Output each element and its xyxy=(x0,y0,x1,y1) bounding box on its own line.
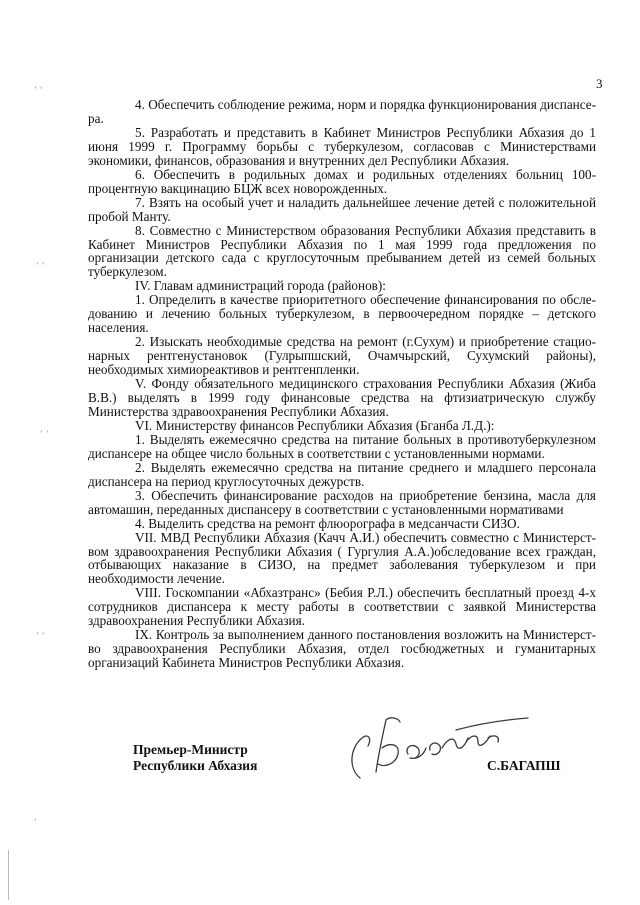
section-ix: IX. Контроль за выполнением данного постановления возложить на Министерст-во здравоохранения Республики Абхазия, отдел госбюджетных и гуманитарных организаций Кабинета Министров Республики Абхазия. xyxy=(88,627,596,671)
scan-mark-2: ʼ ʼ xyxy=(36,262,45,272)
document-body xyxy=(88,98,596,670)
page-number: 3 xyxy=(596,76,603,91)
paragraph-6-vaccination: 6. Обеспечить в родильных домах и родильных отделениях больниц 100-процентную вакцинацию БЦЖ всех новорожденных. xyxy=(88,166,596,196)
section-vii: VII. МВД Республики Абхазия (Качч А.И.) обеспечить совместно с Министерст-вом здравоохранения Республики Абхазия ( Гургулия А.А.)обследование всех граждан, отбывающих наказание в СИЗО, на предмет заболевания туберкулезом и при необходимости лечение. xyxy=(88,529,596,587)
paragraph-iv-2: 2. Изыскать необходимые средства на ремонт (г.Сухум) и приобретение стацио-нарных рентгенустановок (Гулрыпшский, Очамчырский, Сухумский районы), необходимых химиореактивов и рентгенпленки. xyxy=(88,334,596,378)
scan-mark-1: ʻ ʻ xyxy=(34,86,43,96)
section-v: V. Фонду обязательного медицинского страхования Республики Абхазия (Жиба В.В.) выделять в 1999 году финансовые средства на фтизиатрическую службу Министерства здравоохранения Республики Абхазия. xyxy=(88,376,596,419)
section-vi-heading: VI. Министерству финансов Республики Абхазия (Бганба Л.Д.): xyxy=(135,417,495,433)
paragraph-5-program: 5. Разработать и представить в Кабинет Министров Республики Абхазия до 1 июня 1999 г. Программу борьбы с туберкулезом, согласовав с Министерствами экономики, финансов, образования и внутренних дел Республики Абхазия. xyxy=(88,124,596,168)
paragraph-vi-3: 3. Обеспечить финансирование расходов на приобретение бензина, масла для автомашин, переданных диспансеру в соответствии с установленными нормативами xyxy=(88,487,596,517)
scan-mark-4: ʼ ʻ xyxy=(36,632,45,642)
paragraph-vi-4: 4. Выделить средства на ремонт флюорографа в медсанчасти СИЗО. xyxy=(135,515,520,531)
paragraph-vi-1: 1. Выделять ежемесячно средства на питание больных в противотуберкулезном диспансере на общее число больных в соответствии с установленными нормами. xyxy=(88,431,596,461)
paragraph-vi-2: 2. Выделять ежемесячно средства на питание среднего и младшего персонала диспансера на период круглосуточных дежурств. xyxy=(88,459,596,489)
paragraph-7-mantoux: 7. Взять на особый учет и наладить дальнейшее лечение детей с положительной пробой Манту. xyxy=(88,194,596,224)
section-viii: VIII. Госкомпании «Абхазтранс» (Бебия Р.Л.) обеспечить бесплатный проезд 4-х сотрудников диспансера к месту работы в соответствии с заявкой Министерства здравоохранения Республики Абхазия. xyxy=(88,585,596,629)
scan-mark-5: ʻ xyxy=(34,818,37,828)
section-iv-heading: IV. Главам администраций города (районов): xyxy=(135,278,386,294)
paragraph-4-regime: 4. Обеспечить соблюдение режима, норм и порядка функционирования диспансе-ра. xyxy=(88,97,596,126)
paragraph-8-kindergarten: 8. Совместно с Министерством образования Республики Абхазия представить в Кабинет Министров Республики Абхазия по 1 мая 1999 года предложения по организации детского сада с круглосуточным пребыванием детей из семей больных туберкулезом. xyxy=(88,222,596,280)
handwritten-signature xyxy=(338,708,538,788)
signatory-title-line2: Республики Абхазия xyxy=(133,758,258,773)
scan-mark-3: ʻ ʼ xyxy=(40,430,49,440)
signatory-name: С.БАГАПШ xyxy=(487,758,561,773)
scan-edge-line xyxy=(8,850,9,900)
signatory-title xyxy=(133,742,257,774)
signatory-title-line1: Премьер-Министр xyxy=(133,742,248,757)
paragraph-iv-1: 1. Определить в качестве приоритетного обеспечение финансирования по обсле-дованию и лечению больных туберкулезом, в первоочередном порядке – детского населения. xyxy=(88,292,596,336)
